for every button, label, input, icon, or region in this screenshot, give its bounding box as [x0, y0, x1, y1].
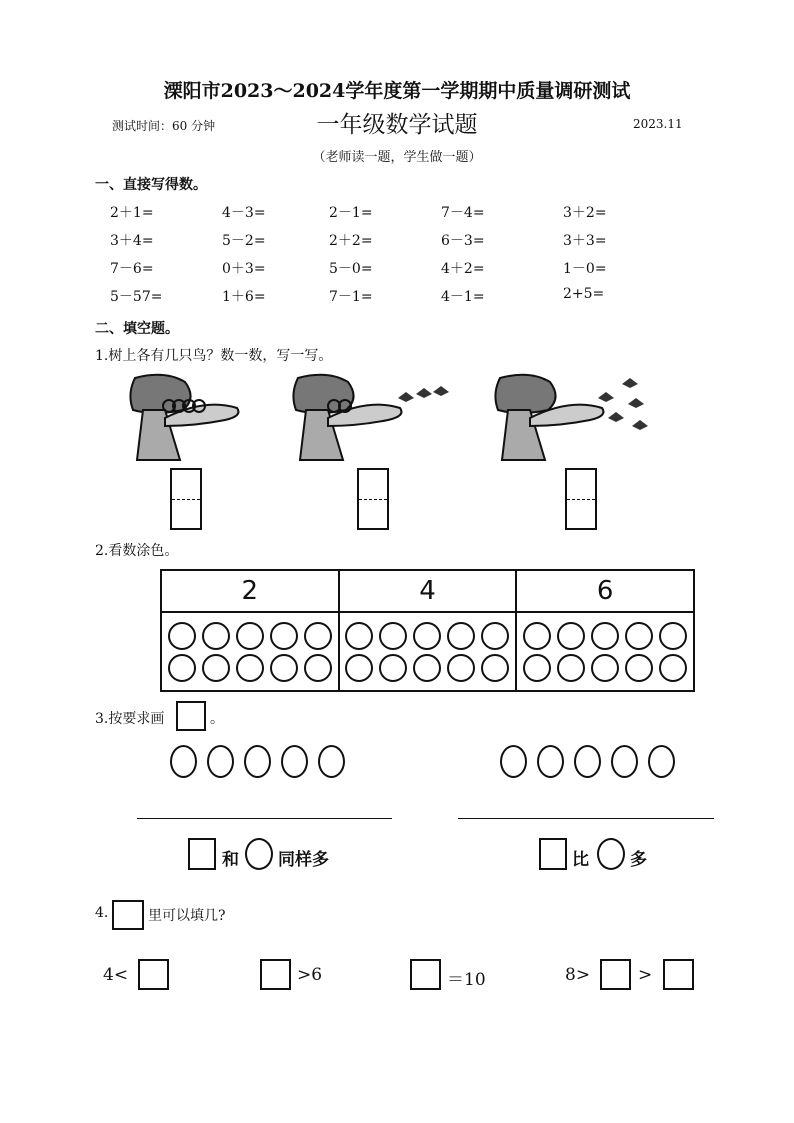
- square-symbol: [539, 838, 567, 870]
- oval: [500, 745, 527, 778]
- exam-title: 溧阳市2023～2024学年度第一学期期中质量调研测试: [163, 80, 631, 102]
- color-circle[interactable]: [168, 654, 196, 682]
- circle-group: [339, 612, 517, 691]
- oval: [170, 745, 197, 778]
- color-circle[interactable]: [413, 654, 441, 682]
- color-circle[interactable]: [481, 654, 509, 682]
- section1-heading: 一、直接写得数。: [95, 177, 207, 193]
- equation-item: 4＋2=: [441, 261, 485, 277]
- color-circle[interactable]: [202, 622, 230, 650]
- equation-item: 3＋4=: [110, 233, 154, 249]
- ineq-d-left: 8>: [565, 965, 591, 985]
- question4-number: 4.: [95, 905, 109, 921]
- answer-box[interactable]: [663, 959, 694, 990]
- color-circle[interactable]: [659, 654, 687, 682]
- circle-group: [161, 612, 339, 691]
- tree-birds-image-3: [490, 370, 655, 465]
- q3-right-more: 多: [630, 850, 647, 870]
- drawing-line-right[interactable]: [458, 818, 714, 819]
- question2-text: 2.看数涂色。: [95, 543, 179, 559]
- color-by-number-table: [160, 569, 695, 692]
- color-circle[interactable]: [270, 654, 298, 682]
- answer-box-1[interactable]: [170, 468, 202, 530]
- equation-item: 5－2=: [222, 233, 266, 249]
- color-circle[interactable]: [304, 654, 332, 682]
- ineq-c-right: ＝10: [447, 970, 486, 990]
- color-circle[interactable]: [591, 654, 619, 682]
- oval: [574, 745, 601, 778]
- oval: [207, 745, 234, 778]
- answer-box[interactable]: [260, 959, 291, 990]
- equation-item: 2＋2=: [329, 233, 373, 249]
- q3-right-than: 比: [572, 850, 589, 870]
- question4-text: 里可以填几?: [148, 908, 226, 924]
- exam-note: （老师读一题，学生做一题）: [312, 150, 482, 165]
- color-circle[interactable]: [379, 622, 407, 650]
- answer-box[interactable]: [600, 959, 631, 990]
- oval: [318, 745, 345, 778]
- equation-item: 4－1=: [441, 289, 485, 305]
- oval: [648, 745, 675, 778]
- square-symbol: [176, 701, 206, 731]
- color-circle[interactable]: [236, 654, 264, 682]
- number-cell: 2: [161, 570, 339, 612]
- number-cell: 6: [516, 570, 694, 612]
- color-circle[interactable]: [523, 622, 551, 650]
- drawing-line-left[interactable]: [137, 818, 392, 819]
- circle-symbol: [245, 838, 273, 870]
- color-circle[interactable]: [447, 622, 475, 650]
- circle-symbol: [597, 838, 625, 870]
- square-symbol: [188, 838, 216, 870]
- question3-suffix: 。: [210, 711, 224, 727]
- color-circle[interactable]: [304, 622, 332, 650]
- color-circle[interactable]: [625, 654, 653, 682]
- color-circle[interactable]: [659, 622, 687, 650]
- color-circle[interactable]: [557, 654, 585, 682]
- equation-item: 6－3=: [441, 233, 485, 249]
- color-circle[interactable]: [413, 622, 441, 650]
- tree-birds-image-2: [288, 370, 453, 465]
- equation-item: 5－0=: [329, 261, 373, 277]
- equation-item: 3＋2=: [563, 205, 607, 221]
- equation-item: 0＋3=: [222, 261, 266, 277]
- oval: [244, 745, 271, 778]
- equation-item: 2+5=: [563, 286, 605, 302]
- equation-item: 2＋1=: [110, 205, 154, 221]
- square-symbol: [112, 900, 144, 930]
- equation-item: 1＋6=: [222, 289, 266, 305]
- equation-item: 7－4=: [441, 205, 485, 221]
- color-circle[interactable]: [447, 654, 475, 682]
- oval: [537, 745, 564, 778]
- test-duration: 测试时间：60 分钟: [112, 119, 216, 133]
- exam-date: 2023.11: [633, 117, 683, 131]
- equation-item: 5－57=: [110, 289, 163, 305]
- equation-item: 7－1=: [329, 289, 373, 305]
- color-circle[interactable]: [345, 622, 373, 650]
- ineq-a-left: 4<: [103, 965, 129, 985]
- q3-left-same: 同样多: [278, 850, 329, 870]
- equation-item: 7－6=: [110, 261, 154, 277]
- color-circle[interactable]: [625, 622, 653, 650]
- answer-box-2[interactable]: [357, 468, 389, 530]
- question1-text: 1.树上各有几只鸟？数一数，写一写。: [95, 348, 333, 364]
- oval: [281, 745, 308, 778]
- section2-heading: 二、填空题。: [95, 321, 179, 337]
- color-circle[interactable]: [523, 654, 551, 682]
- q3-left-and: 和: [222, 850, 239, 870]
- number-cell: 4: [339, 570, 517, 612]
- exam-subtitle: 一年级数学试题: [316, 112, 478, 138]
- ineq-d-mid: >: [638, 965, 653, 985]
- answer-box[interactable]: [410, 959, 441, 990]
- color-circle[interactable]: [270, 622, 298, 650]
- answer-box[interactable]: [138, 959, 169, 990]
- color-circle[interactable]: [236, 622, 264, 650]
- tree-birds-image-1: [125, 370, 250, 465]
- question3-text: 3.按要求画: [95, 711, 165, 727]
- color-circle[interactable]: [591, 622, 619, 650]
- equation-item: 1－0=: [563, 261, 607, 277]
- color-circle[interactable]: [481, 622, 509, 650]
- equation-item: 4－3=: [222, 205, 266, 221]
- color-circle[interactable]: [345, 654, 373, 682]
- oval: [611, 745, 638, 778]
- answer-box-3[interactable]: [565, 468, 597, 530]
- ineq-b-right: >6: [297, 965, 323, 985]
- equation-item: 2－1=: [329, 205, 373, 221]
- color-circle[interactable]: [557, 622, 585, 650]
- equation-item: 3＋3=: [563, 233, 607, 249]
- circle-group: [516, 612, 694, 691]
- color-circle[interactable]: [379, 654, 407, 682]
- color-circle[interactable]: [168, 622, 196, 650]
- color-circle[interactable]: [202, 654, 230, 682]
